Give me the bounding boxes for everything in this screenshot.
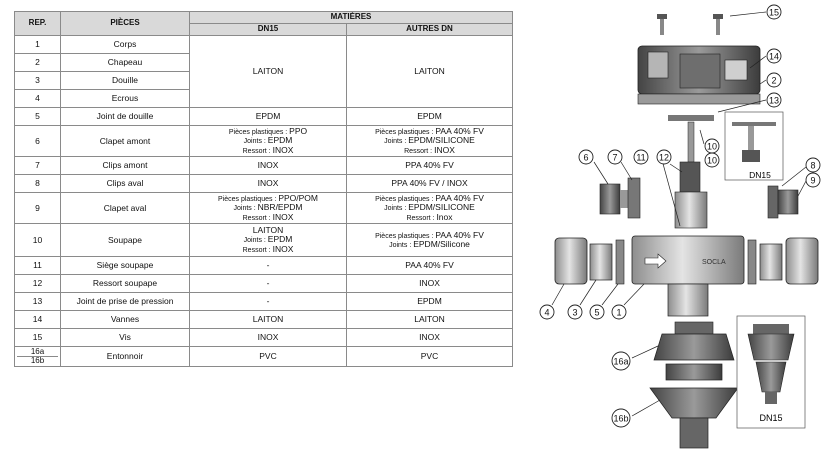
piece-cell: Clapet aval (61, 193, 190, 224)
callout-9 (798, 173, 820, 196)
material-line: Pièces plastiques : PPO/POM (218, 192, 318, 203)
piece-cell: Corps (61, 36, 190, 54)
material-line: LAITON (252, 224, 284, 235)
rep-cell: 4 (15, 90, 61, 108)
autres-dn-cell: LAITON (347, 311, 513, 329)
autres-dn-cell: EPDM (347, 108, 513, 126)
svg-text:11: 11 (636, 152, 646, 163)
callout-11 (634, 150, 648, 164)
exploded-view-diagram (520, 0, 835, 452)
svg-text:4: 4 (544, 307, 550, 318)
dn15-cell (190, 126, 347, 157)
table-row (15, 193, 513, 224)
dn15-cell: INOX (190, 175, 347, 193)
svg-text:15: 15 (768, 7, 780, 18)
table-row (15, 224, 513, 257)
table-row (15, 36, 513, 54)
rep-cell: 12 (15, 275, 61, 293)
svg-text:6: 6 (583, 152, 589, 163)
piece-cell: Siège soupape (61, 257, 190, 275)
autres-dn-cell: INOX (347, 275, 513, 293)
autres-dn-cell (347, 126, 513, 157)
table-row (15, 293, 513, 311)
material-line: Joints : EPDM/SILICONE (384, 135, 475, 146)
rep-cell: 10 (15, 224, 61, 257)
table-row (15, 257, 513, 275)
piece-cell: Douille (61, 72, 190, 90)
cap-assembly (638, 46, 760, 104)
material-line: Pièces plastiques : PPO (228, 125, 308, 136)
autres-dn-cell: PPA 40% FV / INOX (347, 175, 513, 193)
header-rep: REP. (15, 12, 61, 36)
piece-cell: Entonnoir (61, 347, 190, 367)
dn15-cell: - (190, 257, 347, 275)
svg-text:9: 9 (810, 175, 816, 186)
material-line: Ressort : INOX (242, 211, 294, 222)
autres-dn-cell (347, 193, 513, 224)
piece-cell: Vannes (61, 311, 190, 329)
table-row (15, 126, 513, 157)
material-line: Pièces plastiques : PAA 40% FV (375, 192, 484, 203)
material-line: Ressort : Inox (406, 211, 453, 222)
header-matieres: MATIÈRES (190, 12, 513, 24)
rep-cell: 8 (15, 175, 61, 193)
dn15-funnel-box (737, 316, 805, 428)
svg-text:13: 13 (768, 95, 780, 106)
piece-cell: Joint de douille (61, 108, 190, 126)
callout-7 (608, 150, 632, 180)
table-row (15, 108, 513, 126)
callout-1 (612, 284, 644, 319)
table-row (15, 175, 513, 193)
svg-text:1: 1 (616, 307, 622, 318)
header-dn15: DN15 (190, 24, 347, 36)
svg-text:3: 3 (572, 307, 578, 318)
material-line: Ressort : INOX (242, 243, 294, 254)
svg-text:16a: 16a (613, 356, 629, 367)
callout-12 (657, 150, 682, 172)
material-line: Joints : EPDM (243, 234, 293, 245)
dn15-inset-label: DN15 (749, 170, 771, 180)
header-autres-dn: AUTRES DN (347, 24, 513, 36)
dn15-cell: EPDM (190, 108, 347, 126)
svg-text:2: 2 (771, 75, 777, 86)
piece-cell: Chapeau (61, 54, 190, 72)
rep-cell: 2 (15, 54, 61, 72)
piece-cell: Ecrous (61, 90, 190, 108)
valve-stem-parts (662, 115, 714, 228)
material-line: Pièces plastiques : PAA 40% FV (375, 229, 484, 240)
body-marking: SOCLA (702, 259, 726, 266)
piece-cell: Vis (61, 329, 190, 347)
upstream-check-valve (600, 178, 640, 218)
svg-text:7: 7 (612, 152, 618, 163)
dn15-cell: INOX (190, 329, 347, 347)
callout-16b (612, 400, 660, 427)
rep-cell: 7 (15, 157, 61, 175)
header-pieces: PIÈCES (61, 12, 190, 36)
svg-text:16b: 16b (613, 413, 629, 424)
piece-cell: Clips aval (61, 175, 190, 193)
dn15-box-label: DN15 (759, 413, 783, 423)
callout-16a (612, 346, 658, 370)
table-row (15, 275, 513, 293)
autres-dn-cell: EPDM (347, 293, 513, 311)
callout-6 (579, 150, 608, 184)
callout-2 (760, 73, 781, 87)
rep-cell: 13 (15, 293, 61, 311)
autres-dn-cell: INOX (347, 329, 513, 347)
rep-cell: 6 (15, 126, 61, 157)
svg-text:10: 10 (706, 155, 718, 166)
dn15-cell: LAITON (190, 311, 347, 329)
material-line: Joints : EPDM/Silicone (389, 239, 470, 249)
autres-dn-cell: LAITON (347, 36, 513, 108)
rep-cell: 11 (15, 257, 61, 275)
valve-body (555, 236, 818, 316)
screw-parts (657, 14, 723, 35)
piece-cell: Clips amont (61, 157, 190, 175)
svg-text:14: 14 (768, 51, 780, 62)
funnel-parts (650, 322, 738, 448)
rep-cell: 5 (15, 108, 61, 126)
dn15-inset (725, 112, 783, 180)
table-row (15, 329, 513, 347)
callout-10b (705, 153, 719, 167)
rep-cell: 15 (15, 329, 61, 347)
autres-dn-cell (347, 224, 513, 257)
rep-cell: 3 (15, 72, 61, 90)
piece-cell: Clapet amont (61, 126, 190, 157)
material-line: Ressort : INOX (404, 144, 455, 155)
parts-materials-table (14, 11, 513, 367)
svg-text:8: 8 (810, 160, 816, 171)
dn15-cell: - (190, 275, 347, 293)
table-row (15, 347, 513, 367)
table-row (15, 157, 513, 175)
svg-text:5: 5 (594, 307, 600, 318)
rep-cell: 9 (15, 193, 61, 224)
material-line: Joints : NBR/EPDM (233, 202, 303, 213)
material-line: Joints : EPDM (243, 135, 293, 146)
autres-dn-cell: PPA 40% FV (347, 157, 513, 175)
dn15-cell (190, 193, 347, 224)
material-line: Joints : EPDM/SILICONE (384, 202, 475, 213)
dn15-cell: INOX (190, 157, 347, 175)
rep-cell: 16a 16b (15, 347, 61, 367)
material-line: Pièces plastiques : PAA 40% FV (375, 125, 484, 136)
rep-cell: 14 (15, 311, 61, 329)
dn15-cell: PVC (190, 347, 347, 367)
autres-dn-cell: PAA 40% FV (347, 257, 513, 275)
callout-10a (700, 130, 719, 153)
callout-4 (540, 284, 564, 319)
callout-15 (730, 5, 781, 19)
downstream-check-valve (768, 186, 798, 218)
dn15-cell: LAITON (190, 36, 347, 108)
dn15-cell (190, 224, 347, 257)
piece-cell: Ressort soupape (61, 275, 190, 293)
rep-cell: 1 (15, 36, 61, 54)
svg-text:10: 10 (706, 141, 718, 152)
piece-cell: Soupape (61, 224, 190, 257)
svg-text:12: 12 (658, 152, 670, 163)
piece-cell: Joint de prise de pression (61, 293, 190, 311)
autres-dn-cell: PVC (347, 347, 513, 367)
table-row (15, 311, 513, 329)
material-line: Ressort : INOX (242, 144, 294, 155)
dn15-cell: - (190, 293, 347, 311)
